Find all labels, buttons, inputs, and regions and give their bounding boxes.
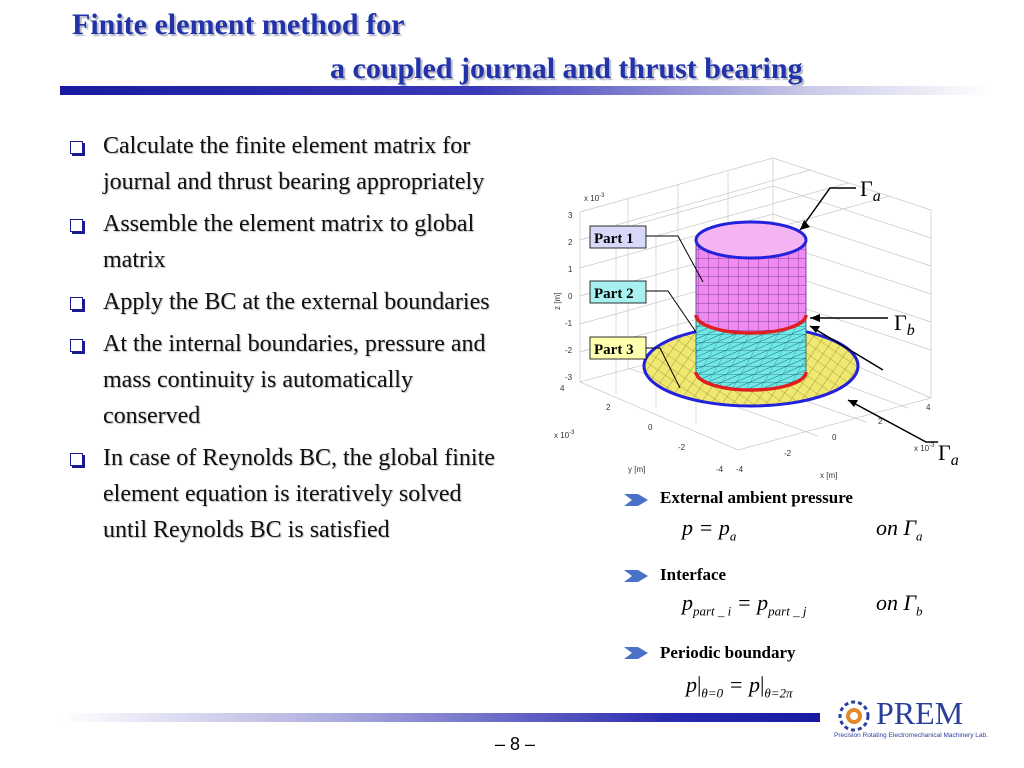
bullet-item: In case of Reynolds BC, the global finite element equation is iteratively solved until Reynolds BC is satisfied: [66, 440, 506, 548]
title-line-1: Finite element method for: [72, 8, 405, 41]
svg-text:x 10-3: x $10^{-3}$: [554, 430, 575, 440]
x-tick: -4: [736, 465, 744, 474]
part-2-label: Part 2: [594, 286, 634, 302]
arrow-bullet-icon: [624, 645, 650, 661]
condition-heading-interface: Interface: [660, 565, 727, 584]
equation-external-pressure: $p = p_a$: [682, 515, 737, 544]
svg-text:x 10-3: x $10^{-3}$: [914, 443, 935, 453]
condition-heading-periodic: Periodic boundary: [660, 643, 796, 662]
title-underline-bar: [60, 86, 990, 95]
gamma-a-bottom-label: $\Gamma_a$: [938, 440, 959, 469]
prem-logo: [834, 696, 1014, 746]
bearing-mesh-figure: [548, 150, 988, 480]
checkbox-bullet-icon: [70, 297, 83, 310]
title-line-2: a coupled journal and thrust bearing: [330, 52, 803, 85]
x-tick: 0: [832, 433, 837, 442]
page-number: – 8 –: [494, 734, 536, 754]
x-tick: -2: [784, 449, 792, 458]
bullet-item: Apply the BC at the external boundaries: [66, 284, 506, 320]
equation-periodic: $p|_{\theta=0} = p|_{\theta=2\pi}$: [686, 672, 793, 701]
condition-heading-external: External ambient pressure: [660, 488, 853, 507]
z-tick: 2: [568, 238, 573, 247]
gamma-b-label: $\Gamma_b$: [894, 310, 915, 339]
equation-external-on: on $\Gamma_a$: [876, 515, 923, 544]
arrow-bullet-icon: [624, 492, 650, 508]
svg-text:x 10-3: x $10^{-3}$: [584, 193, 605, 203]
checkbox-bullet-icon: [70, 453, 83, 466]
x-tick: 4: [926, 403, 931, 412]
checkbox-bullet-icon: [70, 141, 83, 154]
z-tick: -1: [565, 319, 573, 328]
checkbox-bullet-icon: [70, 339, 83, 352]
z-tick: -3: [565, 373, 573, 382]
gamma-a-top-label: $\Gamma_a$: [860, 176, 881, 205]
x-axis-label: x [m]: [820, 471, 838, 480]
y-tick: -2: [678, 443, 686, 452]
bullet-item: Assemble the element matrix to global matrix: [66, 206, 506, 278]
equation-interface: $p_{part \_ i} = p_{part \_ j}$: [682, 590, 807, 619]
bullet-item: Calculate the finite element matrix for journal and thrust bearing appropriately: [66, 128, 506, 200]
equation-interface-on: on $\Gamma_b$: [876, 590, 923, 619]
y-tick: 4: [560, 384, 565, 393]
bullet-item: At the internal boundaries, pressure and mass continuity is automatically conserved: [66, 326, 506, 434]
y-tick: 0: [648, 423, 653, 432]
y-tick: -4: [716, 465, 724, 474]
y-axis-label: y [m]: [628, 465, 646, 474]
top-boundary-ring: [696, 222, 806, 258]
part-1-label: Part 1: [594, 231, 634, 247]
logo-subtitle: Precision Rotating Electromechanical Machinery Lab.: [834, 732, 988, 739]
gamma-leader-lines: [800, 188, 938, 442]
gear-logo-icon: [834, 698, 874, 734]
z-tick: 3: [568, 211, 573, 220]
z-tick: -2: [565, 346, 573, 355]
y-tick: 2: [606, 403, 611, 412]
bullet-list: [66, 128, 506, 554]
z-tick: 0: [568, 292, 573, 301]
z-axis-label: z [m]: [553, 292, 562, 310]
z-tick: 1: [568, 265, 573, 274]
checkbox-bullet-icon: [70, 219, 83, 232]
arrow-bullet-icon: [624, 568, 650, 584]
footer-bar: [60, 713, 820, 722]
logo-name: PREM: [876, 695, 964, 731]
part-3-label: Part 3: [594, 342, 634, 358]
x-tick: 2: [878, 417, 883, 426]
